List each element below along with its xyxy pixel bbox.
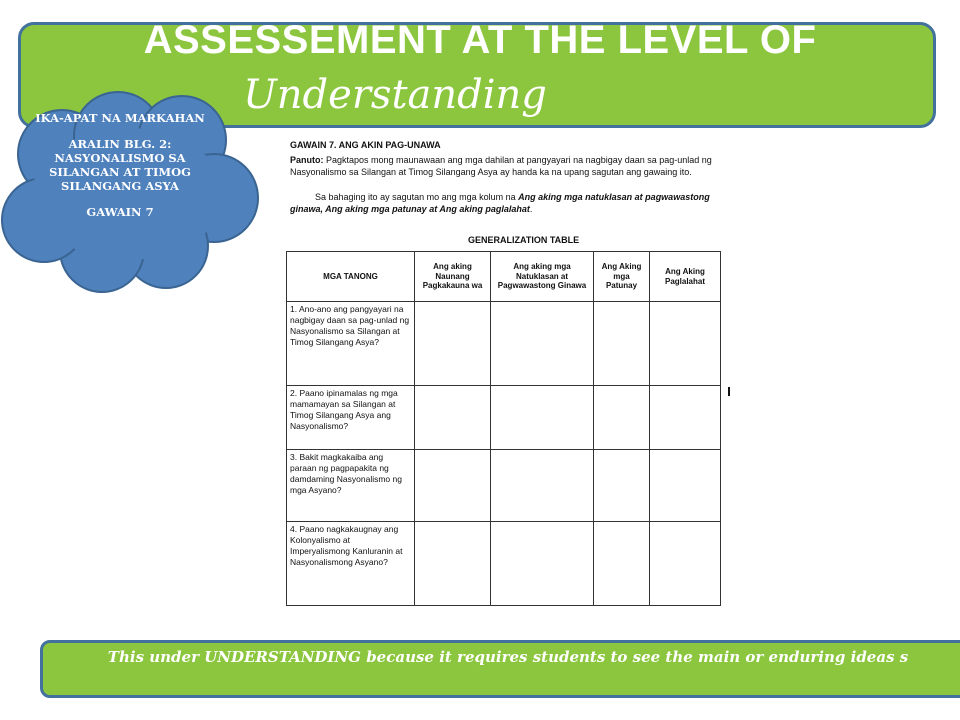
question-cell: 2. Paano ipinamalas ng mga mamamayan sa Silangan at Timog Silangang Asya ang Nasyonalismo?	[287, 386, 415, 450]
answer-cell	[491, 386, 594, 450]
answer-cell	[491, 450, 594, 522]
footer-text: This under UNDERSTANDING because it requires students to see the main or enduring ideas s	[107, 648, 909, 666]
answer-cell	[415, 302, 491, 386]
answer-cell	[650, 386, 721, 450]
instructions-2	[290, 192, 730, 215]
header-cell: Ang Aking mga Patunay	[594, 252, 650, 302]
header-cell: Ang Aking Paglalahat	[650, 252, 721, 302]
activity-label: GAWAIN 7	[86, 205, 154, 219]
text-cursor-mark	[728, 387, 730, 396]
answer-cell	[415, 450, 491, 522]
slide-subtitle: Understanding	[243, 72, 547, 118]
answer-cell	[650, 302, 721, 386]
lesson-number: ARALIN BLG. 2:	[68, 137, 172, 151]
quarter-label: IKA-APAT NA MARKAHAN	[35, 111, 205, 125]
header-cell: MGA TANONG	[287, 252, 415, 302]
answer-cell	[594, 450, 650, 522]
instructions-2-emphasis: Ang aking mga natuklasan at pagwawastong ginawa, Ang aking mga patunay at Ang aking paglalahat	[290, 192, 710, 214]
answer-cell	[491, 302, 594, 386]
answer-cell	[415, 522, 491, 606]
table-row	[287, 302, 721, 386]
table-title: GENERALIZATION TABLE	[468, 235, 580, 245]
answer-cell	[650, 522, 721, 606]
table-header-row	[287, 252, 721, 302]
question-cell: 1. Ano-ano ang pangyayari na nagbigay daan sa pag-unlad ng Nasyonalismo sa Silangan at Timog Silangang Asya?	[287, 302, 415, 386]
instructions-2-text: Sa bahaging ito ay sagutan mo ang mga kolum na	[315, 192, 519, 202]
question-cell: 4. Paano nagkakaugnay ang Kolonyalismo at Imperyalismong Kanluranin at Nasyonalismong Asyano?	[287, 522, 415, 606]
answer-cell	[415, 386, 491, 450]
answer-cell	[594, 386, 650, 450]
lesson-title: NASYONALISMO SA SILANGAN AT TIMOG SILANGANG ASYA	[49, 151, 191, 193]
answer-cell	[594, 522, 650, 606]
table-row	[287, 386, 721, 450]
instructions-text: Pagktapos mong maunawaan ang mga dahilan at pangyayari na nagbigay daan sa pag-unlad ng Nasyonalismo sa Silangan at Timog Silangang Asya ay handa ka na upang sagutan ang gawaing ito.	[290, 155, 712, 177]
slide-title: ASSESSEMENT AT THE LEVEL OF	[143, 18, 817, 62]
instructions-label: Panuto:	[290, 155, 324, 165]
cloud-text	[20, 111, 220, 219]
answer-cell	[650, 450, 721, 522]
instructions-2-end: .	[529, 203, 533, 214]
header-cell: Ang aking Naunang Pagkakauna wa	[415, 252, 491, 302]
table-row	[287, 522, 721, 606]
instructions	[290, 155, 726, 178]
worksheet-heading: GAWAIN 7. ANG AKIN PAG-UNAWA	[290, 140, 441, 150]
answer-cell	[491, 522, 594, 606]
generalization-table	[286, 251, 721, 606]
answer-cell	[594, 302, 650, 386]
header-cell: Ang aking mga Natuklasan at Pagwawastong Ginawa	[491, 252, 594, 302]
question-cell: 3. Bakit magkakaiba ang paraan ng pagpapakita ng damdaming Nasyonalismo ng mga Asyano?	[287, 450, 415, 522]
table-row	[287, 450, 721, 522]
